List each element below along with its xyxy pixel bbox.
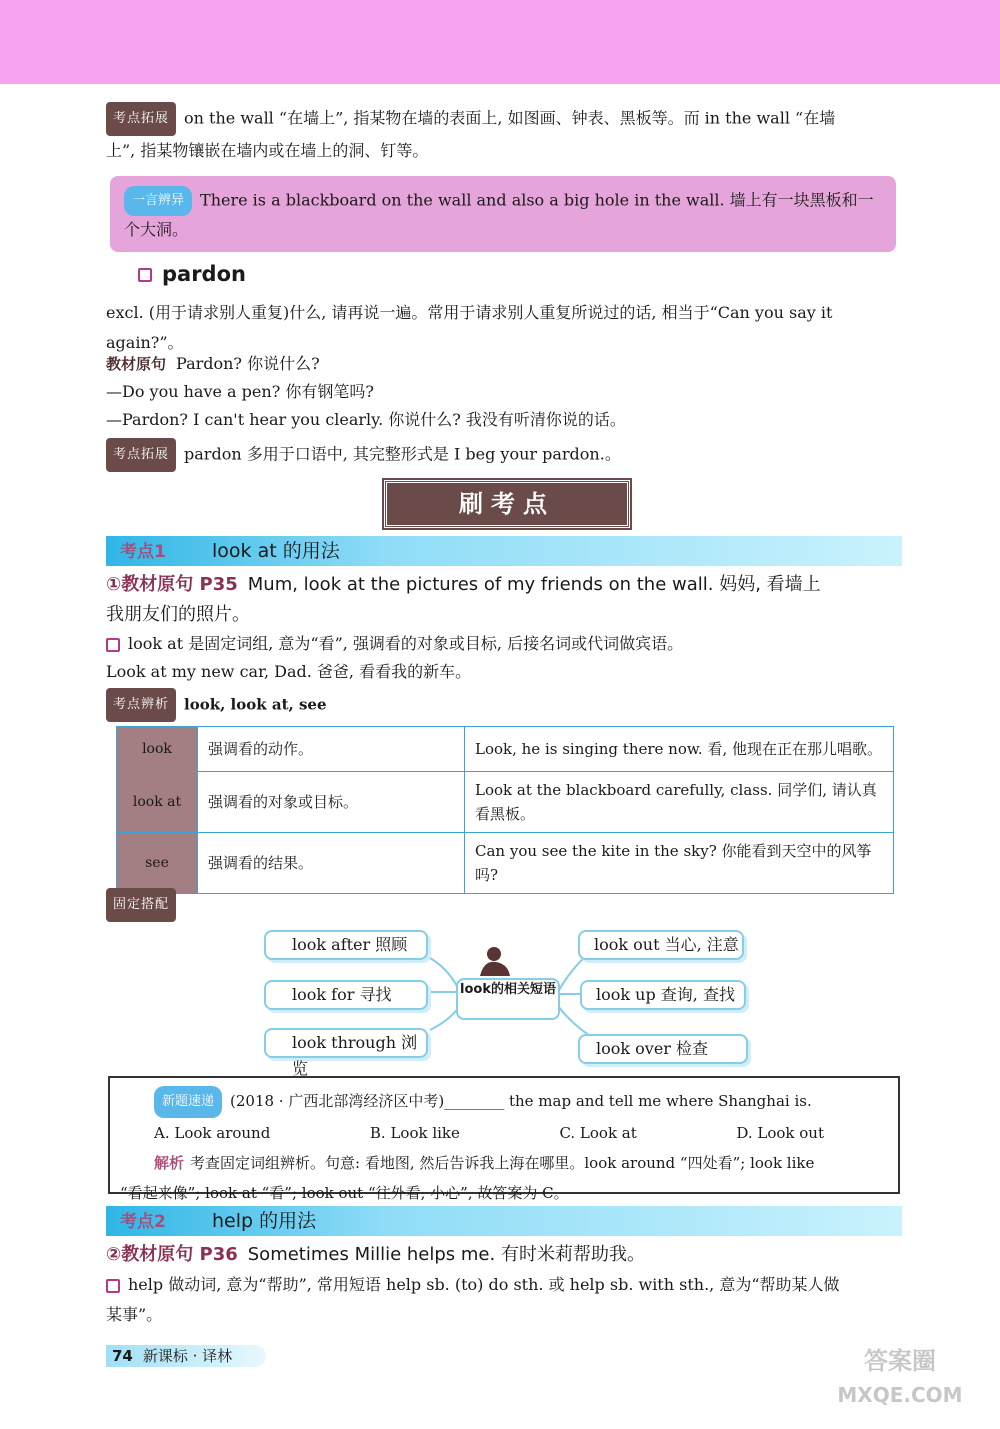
page-footer <box>106 1345 266 1367</box>
phrase-look-after: look after 照顾 <box>264 930 428 960</box>
quiz-options <box>154 1118 824 1148</box>
ext-tag: 考点拓展 <box>106 102 176 136</box>
distinguish-text: There is a blackboard on the wall and also a big hole in the wall. 墙上有一块黑板和一个大洞。 <box>124 190 874 239</box>
option-a: A. Look around <box>154 1124 271 1142</box>
pardon-definition: excl. (用于请求别人重复)什么, 请再说一遍。常用于请求别人重复所说过的话, 相当于“Can you say it again?”。 <box>106 303 833 352</box>
page-number: 74 <box>112 1347 133 1365</box>
bullet-icon <box>138 268 152 282</box>
comparison-table <box>116 726 894 894</box>
phrase-look-over: look over 检查 <box>578 1034 748 1064</box>
ext-on-the-wall: 考点拓展 on the wall “在墙上”, 指某物在墙的表面上, 如图画、钟表、黑板等。而 in the wall “在墙 上”, 指某物镶嵌在墙内或在墙上的洞、钉等。 <box>106 102 906 166</box>
kd2-sentence: ②教材原句 P36 Sometimes Millie helps me. 有时米莉帮助我。 <box>106 1244 645 1265</box>
bullet-icon <box>106 1279 120 1293</box>
watermark-logo: 答案圈 MXQE.COM <box>837 1347 963 1407</box>
distinguish-tag: 一言辨异 <box>124 186 192 216</box>
source-label: 教材原句 <box>106 355 167 373</box>
option-c: C. Look at <box>559 1124 637 1142</box>
reading-figure-icon <box>474 944 514 978</box>
phrase-look-out: look out 当心, 注意 <box>578 930 744 960</box>
quiz-explanation: 解析 考查固定词组辨析。句意: 看地图, 然后告诉我上海在哪里。look around “四处看”; look like <box>154 1154 815 1172</box>
pardon-examples: 教材原句 Pardon? 你说什么? —Do you have a pen? 你有钢笔吗? —Pardon? I can't hear you clearly. 你说什么? 我没有听清你说的话。 <box>106 354 626 429</box>
phrase-look-up: look up 查询, 查找 <box>580 980 746 1010</box>
kd1-analysis-heading: 考点辨析 look, look at, see <box>106 688 906 722</box>
kd1-header: 考点1 look at 的用法 <box>106 536 902 566</box>
mindmap-center: look的相关短语 <box>456 978 560 1020</box>
option-b: B. Look like <box>369 1124 460 1142</box>
word-heading-pardon: pardon <box>138 262 246 286</box>
top-color-band <box>0 0 1000 84</box>
quiz-box: 新题速递 (2018 · 广西北部湾经济区中考)________ the map and tell me where Shanghai is. A. Look around B. Look like C. Look at D. Look out 解析 考查固定词组辨析。句意: 看地图, 然后告诉我上海在哪里。look around “四处看”; look like “看起来像”; look at “看”; look out “往外看, 小心”, 故答案为 C。 <box>108 1076 900 1194</box>
distinguish-box <box>110 176 896 252</box>
quiz-tag: 新题速递 <box>154 1086 222 1118</box>
phrase-look-through: look through 浏览 <box>264 1028 428 1058</box>
series-name: 新课标 · 译林 <box>142 1347 233 1365</box>
kd2-note: help 做动词, 意为“帮助”, 常用短语 help sb. (to) do sth. 或 help sb. with sth., 意为“帮助某人做 某事”。 <box>106 1275 840 1324</box>
table-row: look at 强调看的对象或目标。 Look at the blackboard carefully, class. 同学们, 请认真看黑板。 <box>117 772 894 833</box>
section-banner: 刷考点 <box>384 480 630 528</box>
table-row: see 强调看的结果。 Can you see the kite in the sky? 你能看到天空中的风筝吗? <box>117 833 894 894</box>
table-row: look 强调看的动作。 Look, he is singing there now. 看, 他现在正在那儿唱歌。 <box>117 727 894 772</box>
kd2-header: 考点2 help 的用法 <box>106 1206 902 1236</box>
pardon-ext: 考点拓展 pardon 多用于口语中, 其完整形式是 I beg your pardon.。 <box>106 438 906 472</box>
phrase-look-for: look for 寻找 <box>264 980 428 1010</box>
bullet-icon <box>106 638 120 652</box>
quiz-stem: (2018 · 广西北部湾经济区中考)________ the map and tell me where Shanghai is. <box>230 1092 812 1110</box>
kd1-sentence: ①教材原句 P35 Mum, look at the pictures of my friends on the wall. 妈妈, 看墙上 我朋友们的照片。 <box>106 574 821 625</box>
collocation-heading: 固定搭配 <box>106 888 906 922</box>
ext-tag: 考点拓展 <box>106 438 176 472</box>
kd1-note: look at 是固定词组, 意为“看”, 强调看的对象或目标, 后接名词或代词做宾语。 Look at my new car, Dad. 爸爸, 看看我的新车。 <box>106 634 684 681</box>
option-d: D. Look out <box>736 1124 824 1142</box>
